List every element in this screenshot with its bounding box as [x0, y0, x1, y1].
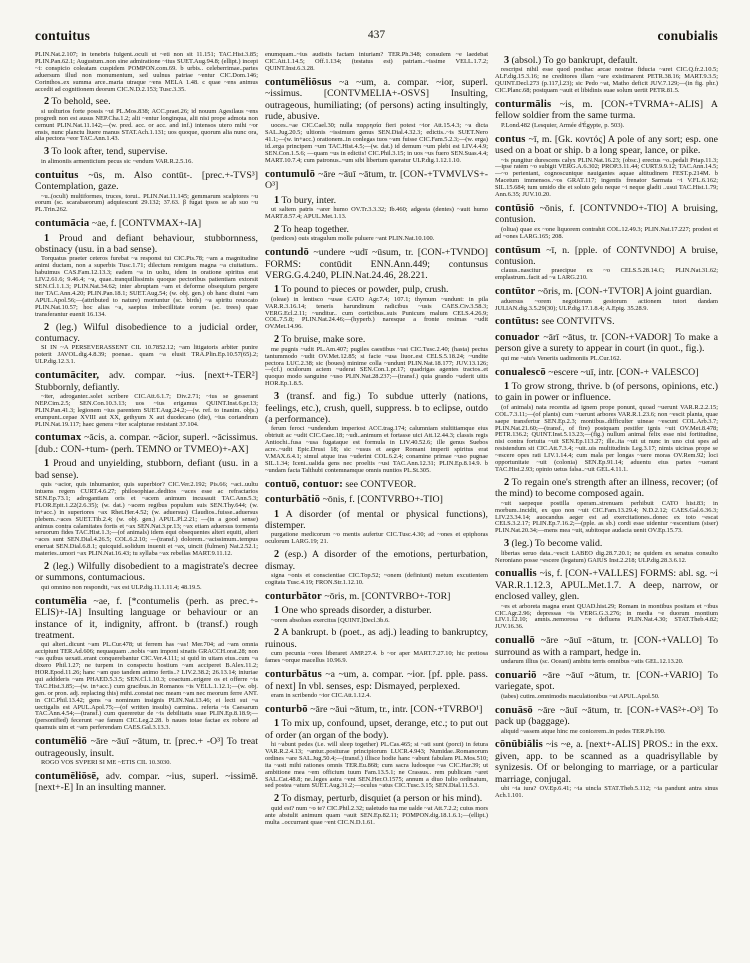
dictionary-entry: conturmālis ~is, m. [CON-+TVRMA+-ALIS] A fellow soldier from the same turma.	[495, 99, 718, 122]
quote-paragraph: (oleae) in lentisco ~usae CATO Agr.7.4; 107.1; thymum ~undunt: in pila VAR.R.3.16.14; teneris harundinum radicibus ~usis CAES.Civ.3.58.3; VERG.Ecl.2.11; ~unditur.. cum corticibus..suis Punicum malum CELS.4.26.9; COL.7.5.8; PLIN.Nat.24.46;—(hyperb.) naresque a fronte resimas ~udit OV.Met.14.96.	[265, 295, 488, 331]
sense-paragraph: 2 (leg.) Wilful disobedience to a judicial order, contumacy.	[35, 321, 258, 344]
quote-paragraph: si uolturios forte possis ~ui PL.Mos.838; ACC.praet.26; id nouum Agesilaus ~ens progredi non est ausus NEP.Cha.1.2; alii ~entur longinqua, alii nisi prope admota non cernunt PLIN.Nat.11.142;—(w. pred. acc. or acc. and inf.) intensos utero mihi ~or ensis, nunc planctu liuere manus STAT.Ach.1.131; uos quoque, quorum alia nunc ora, alia pectora ~eor TAC.Ann.1.43.	[35, 107, 258, 143]
dictionary-entry: conturbātus ~a ~um, a. compar. ~ior. [pf. pple. pass. of next] In vbl. senses, esp: Dismayed, perplexed.	[265, 669, 488, 692]
dictionary-entry: contus ~ī, m. [Gk. κοντός] A pole of any sort; esp. one used on a boat or ship. b a long spear, lance, or pike.	[495, 133, 718, 157]
sense-number: 3	[504, 55, 510, 66]
quote-paragraph: qui me ~atu's Veneriis uadimoniis PL.Cur.162.	[501, 354, 622, 362]
sense-paragraph: 3 To look after, tend, supervise.	[44, 146, 168, 158]
running-head-left: contuitus	[35, 28, 91, 43]
quote-paragraph: ubi ~ia iura? OV.Ep.6.41; ~ia uincla STAT.Theb.5.112; ~ia pandunt antra sinus Ach.1.101.	[495, 785, 718, 799]
entry-headword: conturbō	[265, 703, 308, 715]
quote-paragraph: rescripsi nihil esse quod posthac arcae nostrae fiducia ~aret CIC.Q.fr.2.10.5; ALF.dig.15.3.16; ne creditores illam ~are existimarent PETR.38.16; MART.9.3.5; QUINT.Decl.273 (p.117,l.23); sic Pedo ~at, Matho deficit JUV.7.129;—(in fig. phr.) CIC.Planc.68; postquam ~auit et libidinis suae solum uertit PETR.81.5.	[495, 66, 718, 95]
quote-paragraph: undarum illius (sc. Oceani) ambitu terris omnibus ~atis GEL.12.13.20.	[501, 658, 684, 666]
entry-headword: contumācia	[35, 218, 90, 230]
continuation-paragraph: PLIN.Nat.2.107; in tenebris fulgent..oculi ut ~eti non sit 11.151; TAC.Hist.3.85; PLIN.Pan.62.1; Augustum..non sine admiratione ~itus SUET.Aug.94.8; (ellipt.) incepi ~i: conspicio coleatam cuspidem POMPON.com.69. b urbis.. celeberrimae..partes aduersum illud non monumentum, sed uulnus patriae ~entur CIC.Dom.146; Corinthos..ex summa arce..maria utraque ~ens MELA 1.48. c quae ~ens animus accedit ad cognitionem deorum CIC.N.D.2.153; Tusc.3.35.	[35, 52, 258, 93]
dictionary-entry: contumax ~ācis, a. compar. ~ācior, superl. ~ācissimus. [dub.: CON-+tum- (perh. TEMNO or TVMEO)+-AX]	[35, 432, 258, 455]
sense-number: 1	[504, 381, 510, 392]
sense-paragraph: 3 (transf. and fig.) To subdue utterly (nations, feelings, etc.), crush, quell, suppress. b to eclipse, outdo (a performance).	[265, 391, 488, 425]
sense-number: 2	[274, 627, 280, 639]
sense-paragraph: 2 To behold, see.	[44, 96, 111, 108]
entry-headword: contumulō	[265, 168, 316, 180]
quote-paragraph: ~uit saepeque postilla operam..strenuam perhibuit CATO hist.83; in morbum..incidit, ex quo non ~uit CIC.Fam.13.29.4; N.D.2.12; CAES.Gal.6.36.3; LIV.23.34.14; auocandus aeger est ad exercitationes..donec ex toto ~escat CELS.3.2.17; PLIN.Ep.7.16.2;—(pple. as sb.) cordi esse uidentur ~escentium (siser) PLIN.Nat.20.34;—mens mea ~uit, subitoque audacia uenit OV.Ep.15.73.	[495, 499, 718, 535]
sense-paragraph: 2 A bankrupt. b (poet., as adj.) leading to bankruptcy, ruinous.	[265, 627, 488, 650]
sense-paragraph: 3 (absol.) To go bankrupt, default.	[504, 55, 638, 66]
quote-paragraph: qui omnino non respondit, ~ax est ULP.dig.11.1.11.4; 48.19.5.	[41, 583, 202, 591]
quote-paragraph: ut saltem patris ~arer humo OV.Tr.3.3.32; Ib.460; adgesta (dentes) ~auit humo MART.8.57.4; APUL.Met.1.13.	[265, 206, 488, 220]
dictionary-entry: conuariō ~āre ~āuī ~ātum, tr. [CON-+VARIO] To variegate, spot.	[495, 670, 718, 693]
column-2	[265, 52, 488, 942]
sense-paragraph: 1 To mix up, confound, upset, derange, etc.; to put out of order (an organ of the body).	[265, 718, 488, 741]
quote-paragraph: quid est? num ~o te? CIC.Phil.2.32; ualetudo tua me ualde ~at Att.7.2.2; cuius mors ante abstulit animum quam ~auit SEN.Ep.82.11; POMPON.dig.18.1.6.1;—(ellipt.) multa ..occurrant quae ~ent CIC.N.D.1.61.	[265, 804, 488, 826]
column-1	[35, 52, 258, 942]
quote-paragraph: (perdices) ouis stragulum molle puluere ~ant PLIN.Nat.10.100.	[271, 235, 435, 243]
sense-paragraph: 1 A disorder (of mental or physical functions), distemper.	[265, 508, 488, 531]
dictionary-entry: contumācia ~ae, f. [CONTVMAX+-IA]	[35, 218, 202, 230]
quote-paragraph: cum pecunia ~ores liberaret AMP.27.4. b ~or aper MART.7.27.10; hic pretiosa fames ~orque macellus 10.96.9.	[265, 650, 488, 665]
sense-number: 1	[274, 605, 280, 617]
entry-headword: conuallis	[495, 568, 537, 580]
sense-number: 2	[44, 561, 50, 573]
sense-number: 1	[274, 284, 280, 296]
quote-paragraph: SI IN ~A PERSEVERASSENT CIL 10.7852.12; ~am litigatoris arbiter punire poterit JAVOL.dig.4.8.39; poenae.. quam ~a elusit TRA.Plin.Ep.10.57(65).2; ULP.dig.12.3.1.	[35, 344, 258, 366]
sense-paragraph: 1 To bury, inter.	[274, 194, 337, 206]
sense-paragraph: 2 (esp.) A disorder of the emotions, perturbation, dismay.	[265, 549, 488, 572]
dictionary-entry: cōnūbiālis ~is ~e, a. [next+-ALIS] PROS.: in the exx. given, app. to be scanned as a quadrisyllable by synizesis. Of or belonging to marriage, or a particular marriage, conjugal.	[495, 739, 718, 785]
sense-paragraph: 2 To dismay, perturb, disquiet (a person or his mind).	[274, 793, 483, 805]
dictionary-entry: contumēliō ~āre ~āuī ~ātum, tr. [prec.+ -O³] To treat outrageously, insult.	[35, 736, 258, 759]
sense-number: 2	[44, 96, 50, 108]
continuation-paragraph: enumquam..~ius audistis factam iniuriam? TER.Ph.348; consulem ~e laedebat CIC.Att.1.14.5; Off.1.134; (testatus est) patriam..~issime VELL.1.7.2; QUINT.Inst.6.3.28.	[265, 52, 488, 72]
dictionary-entry: contundō ~undere ~udī ~ūsum, tr. [CON-+TVNDO] FORMS: contūdit ENN.Ann.449; contunsus VERG.G.4.240, PLIN.Nat.24.46, 28.221.	[265, 247, 488, 281]
quote-paragraph: ~orem absolues exercitus [QUINT.]Decl.3b.6.	[271, 616, 390, 624]
sense-number: 1	[44, 458, 50, 470]
sense-paragraph: 1 Proud and defiant behaviour, stubbornness, obstinacy (usu. in a bad sense).	[35, 232, 258, 256]
sense-number: 2	[274, 793, 280, 805]
quote-paragraph: (oliua) quae ex ~one liquorem contrahit COL.12.49.3; PLIN.Nat.17.227; prodest et ad ~ones LARG.165; 208.	[495, 225, 718, 240]
quote-paragraph: aduersus ~orem negotiorum gestorum actionem tutori dandam JULIAN.dig.3.5.29(30); ULP.dig.17.1.8.4; A.Epig. 35.28.9.	[495, 297, 718, 312]
sense-number: 1	[44, 232, 50, 244]
quote-paragraph: ~iter, adroganter..solet scribere CIC.Att.6.1.7; Div.2.71; ~ius se gesserant NEP.Cim.2.5; SEN.Con.10.3.13; uos ~ius erigamus QUINT.Inst.6.pr.13; PLIN.Pan.41.3; legionem ~ius parentem SUET.Aug.24.2;—(w. ref. to inanim. objs.) erumpunt..cepae XVIII aut XX, gethyum X aut duodecano (die), ~ius coriandrum PLIN.Nat.19.117; haec genera ~iter scalpturae resistant 37.104.	[35, 392, 258, 428]
dictionary-entry: contūsiō ~ōnis, f. [CONTVNDO+-TIO] A bruising, contusion.	[495, 203, 718, 226]
dictionary-entry: contumēlia ~ae, f. [*contumelis (perh. as prec.+-ELIS)+-IA] Insulting language or behaviour or an instance of it, indignity, affront. b (transf.) rough treatment.	[35, 595, 258, 641]
entry-headword: conturbātus	[265, 669, 322, 681]
quote-paragraph: P.Lond.482 (Lesquier, Armée d'Égypte, p. 503).	[501, 121, 625, 129]
quote-paragraph: uoces..~ae CIC.Cael.30; nulla παρρησία fieri potest ~ior Att.15.4.3; ~a dicta SAL.Jug.20.5; ultionis ~issimum genus SEN.Dial.4.32.3; edictis..~is SUET.Nero 41.1;—(w. in+acc.) orationem..in conlegas tuos ~am fuisse CIC.Fam.5.2.3;—(w. erga) id..erga principem ~um TAC.Hist.4.5;—(w. dat.) id demum ~um plebi est LIV.4.4.9; SEN.Con.1.5.6; —quam ~us in edictis! CIC.Phil.3.15; in uos ~us fuero SEN.Suas.4.4; MART.10.7.4; cum patronus..~um sibi libertum queratur ULP.dig.1.12.1.10.	[265, 122, 488, 164]
dictionary-entry: conuallis ~is, f. [CON-+VALLES] FORMS: abl. sg. ~i VAR.R.1.12.3, APUL.Met.1.7. A deep, narrow, or enclosed valley, glen.	[495, 568, 718, 603]
entry-headword: contumēliō	[35, 736, 88, 748]
sense-number: 1	[274, 718, 280, 730]
entry-headword: conuallō	[495, 635, 535, 647]
entry-headword: contūtor	[495, 286, 536, 298]
sense-paragraph: 1 To grow strong, thrive. b (of persons, opinions, etc.) to gain in power or influence.	[495, 381, 718, 404]
text-columns	[35, 52, 718, 942]
entry-headword: conuāsō	[495, 704, 533, 716]
dictionary-entry: contumāciter, adv. compar. ~ius. [next+-TER²] Stubbornly, defiantly.	[35, 370, 258, 393]
entry-headword: contuitus	[35, 169, 79, 181]
dictionary-entry: contumēliōsus ~a ~um, a. compar. ~ior, superl. ~issimus. [CONTVMELIA+-OSVS] Insulting, outrageous, humiliating; (of persons) acting insultingly, rude, abusive.	[265, 76, 488, 122]
sense-paragraph: 3 (leg.) To become valid.	[504, 538, 603, 550]
quote-paragraph: Torquatus praeter ceteros furebat ~a responsi tui CIC.Pis.78; ~am a magnitudine animi ductam, non a superbis Tusc.1.71; dilectum remigum magna ~a ciuitatium.. habuimus CAS.Fam.12.13.3; eadem ~a in uoltu, idem in oratione spiritus erat LIV.2.61.6; 9.46.4; ~a, quae..tranquillissimis quoque pectoribus patientiam extorsit SEN.Cl.1.1.3; PLIN.Nat.34.62; inter abruptam ~am et deforme obsequium pergere iter TAC.Ann.4.20; PLIN.Pan.18.1; SUET.Aug.54; (w. obj. gen.) ob hanc diuini ~am APUL.Apol.56;—(attributed to nature) moriuntur (sc. birds) ~a spiritu reuocato PLIN.Nat.10.57; hoc alias ~a, saepius imbecillitate eorum (sc. trees) quae transferantur euenit 16.134.	[35, 255, 258, 318]
quote-paragraph: ~u..(oculi) multiformes, truces, torui.. PLIN.Nat.11.145; gemmarum scalptores ~u eorum (sc. scarabaeorum) adquiescunt 29.132; 37.63. β fugat ipsos se ab suo ~u PL.Trin.262.	[35, 192, 258, 214]
running-header	[35, 28, 718, 44]
sense-number: 3	[44, 146, 50, 158]
dictionary-entry: conuallō ~āre ~āuī ~ātum, tr. [CON-+VALLO] To surround as with a rampart, hedge in.	[495, 635, 718, 658]
entry-headword: contumēliōsē,	[35, 770, 100, 782]
sense-paragraph: 2 (leg.) Wilfully disobedient to a magistrate's decree or summons, contumacious.	[35, 561, 258, 584]
entry-headword: contūsum	[495, 244, 541, 256]
entry-headword: contundō	[265, 247, 309, 259]
entry-headword: conturbātiō	[265, 494, 321, 506]
entry-headword: contumāciter,	[35, 370, 100, 382]
dictionary-entry: contuitus ~ūs, m. Also contūt-. [prec.+-TVS³] Contemplation, gaze.	[35, 169, 258, 193]
quote-paragraph: ferum feroci ~undendum imperiost ACC.trag.174; calumniam stultitiamque eius obtriuit ac ~udit CIC.Caec.18; ~udi..animum et fortasse uici Att.12.44.3; classis regis Antiochi..fusa ~usa fugataque est formula in LIV.40.52.6; ille genus Suebos acre..~udit Epic.Drusi 18; sic ~usus et aeger Romani imperii spiritus erat V.MAX.6.4.1; simul atque iras ~uderint COL.6.2.4; conamine primae ~uso pugnae SIL.1.34; Iceni..ualida gens nec proeliis ~usi TAC.Ann.12.31; PLIN.Ep.8.14.9. b ~undam facta Talthubi contemnamque omnis nuntios PL.St.305.	[265, 425, 488, 474]
entry-headword: contūtus:	[495, 316, 540, 328]
entry-headword: conualescō	[495, 366, 546, 378]
sense-number: 2	[274, 549, 280, 561]
quote-paragraph: in alimoniis armenticium pecus sic ~endum VAR.R.2.5.16.	[41, 157, 193, 165]
quote-paragraph: (tabes) cutim..omnimodis maculationibus ~at APUL.Apol.50.	[501, 692, 660, 700]
sense-paragraph: 2 To bruise, make sore.	[274, 334, 366, 346]
sense-number: 3	[274, 391, 280, 403]
quote-paragraph: purgatione medicorum ~o mentis aufertur CIC.Tusc.4.30; ad ~ones et epiphoras oculorum LARG.19; 21.	[265, 531, 488, 546]
quote-paragraph: ROGO VOS SVPERI SI ME ~ETIS CIL 10.3030.	[41, 759, 172, 766]
dictionary-entry: conuador ~ārī ~ātus, tr. [CON-+VADOR] To make a person give a surety to appear in court (in quot., fig.).	[495, 331, 718, 355]
sense-number: 2	[44, 321, 50, 333]
quote-paragraph: me pugnis ~udit PL.Am.407; pugiles caestibus ~usi CIC.Tusc.2.40; (hasta) pectus tantummodo ~udit OV.Met.12.85; si facie ~usa liuor..est CELS.5.18.24; ~undite pectora LUC.2.38; sic (boues) minime colla ~undunt PLIN.Nat.18.177; JUV.13.126;—(cf.) oculorum aciem ~uderat SEN.Con.1.pr.17; quadrigas agentes tractos..et quoquo modo sanguine ~uso PLIN.Nat.28.237;—(transf.) quia grando ~uderit uitis HOR.Ep.1.8.5.	[265, 345, 488, 388]
dictionary-entry: contūtor ~ōris, m. [CON-+TVTOR] A joint guardian.	[495, 286, 712, 298]
sense-number: 2	[274, 223, 280, 235]
dictionary-entry: conturbātiō ~ōnis, f. [CONTVRBO+-TIO]	[265, 494, 443, 506]
sense-paragraph: 1 Proud and unyielding, stubborn, defiant (usu. in a bad sense).	[35, 458, 258, 481]
sense-number: 2	[504, 476, 510, 488]
sense-paragraph: 1 One who spreads disorder, a disturber.	[274, 605, 432, 617]
quote-paragraph: ~is pungitur durescens calyx PLIN.Nat.16.23; (obsc.) erectus ~o..pedali Priap.11.3;—ipse ratem ~o subigit VERG.A.6.302; PROP.3.11.44; CURT.9.9.12; TAC.Ann.14.5; —~o pertentant, cognoscuntque nauigantes aquae altitudinem FEST.p.214M. b Macetum immensos..~os GRAT.117; ingentis frenator Sarmata ~i V.FL.6.162; SIL.15.684; tum umido die et soluto gelu neque ~i neque gladii ..usui TAC.Hist.1.79; Ann.6.35; JUV.10.20.	[495, 156, 718, 199]
dictionary-entry: conturbō ~āre ~āui ~ātum, tr., intr. [CON-+TVRBO¹]	[265, 703, 483, 715]
sense-number: 2	[274, 334, 280, 346]
entry-headword: contus	[495, 133, 526, 145]
quote-paragraph: qui alteri..dicunt ~am PL.Cur.478; ut ferrem has ~as! Mer.704; ad ~am omnia accipiunt TER.Ad.606; nequaquam ..nobis ~am imponi sinatis GRACCH.orat.28; non ~as quibus uexati..erant conquerebantur CIC.Ver.4.111; si quid in uitam eius..cum ~a dixero Phil.1.27; ne turpem in conspectu hostium ~am acciperet B.Alex.11.2; HOR.Epod.11.26; hanc ~am quo tandem animo fertis..? LIV.2.38.2; 26.13.14; iniuriae qui addideris ~am PHAED.5.3.5; SEN.Cl.1.10.3; coactum..erigere os et offerre ~is TAC.Hist.3.85;—(w. in+acc.) cum gracibus..in Romanos ~is VELL.1.12.1;—(w. obj. gen. or pron. adj. replacing this) mihi..constat nec meam ~am nec meorum ferre ANT. in CIC.Phil.13.42; gens ~a nominum insignis PLIN.Nat.13.46; ei lecti sui ~a uectigalis est APUL.Apol.75;—(of written insults) carmina.. referta ~is Caesarum TAC.Ann.4.54;—(transf.) cum quereretur de ~is debilitatis suae PLIN.Ep.8.18.9;—(personified) fecerunt ~ae fanum CIC.Leg.2.28. b naues totae factae ex robore ad quamuis uim et ~am perferendam CAES.Gal.3.13.3.	[35, 641, 258, 732]
entry-headword: contumax	[35, 432, 82, 444]
dictionary-entry: contūsum ~ī, n. [pple. of CONTVNDO] A bruise, contusion.	[495, 244, 718, 268]
entry-headword: contūsiō	[495, 203, 535, 214]
entry-headword: contumēlia	[35, 595, 88, 607]
quote-paragraph: quis ~acior, quis inhumanior, quis superbior? CIC.Ver.2.192; Pis.66; ~aci..uultu intuens regem CURT.4.6.27; philosophiae..deditos ~aces esse ac refractarios SEN.Ep.73.1; adrogantiam oris et ~acem animum incusauit TAC.Ann.5.3; FLOR.Epit.1.22(2.6.35); (w. dat.) ~acem regibus populum suis SEN.Thy.644; (w. in+acc.) in superiores ~ax Rhet.Her.4.52; (w. aduersus) Claudios..fuisse..aduersus plebem..~aces SUET.Tib.2.4; (w. obj. gen.) APUL.Pl.2.21; —(in a good sense) animus contra calamitates fortis et ~ax SEN.Nat.3.pr.13; ~ax etiam aduersus tormenta seruorum fides TAC.Hist.1.3;—(of animals) idem equi obsequentes alteri equiti, alteri ~aces sunt SEN.Dial.4.26.5; COL.6.2.10; —(transf.) dolorem..~acissimum..tempus eneruat SEN.Dial.6.8.1; quicquid..solidum inuenit et ~ax, uincit (fulmen) Nat.2.52.1; materies..umori ~ax PLIN.Nat.16.43; tu syllaba ~ax rebellas MART.9.11.12.	[35, 481, 258, 558]
quote-paragraph: ~es et arboreta magna erant QUAD.hist.29; Romam in montibus positam et ~ibus CIC.Agr.2.96; depressas ~is VERG.G.3.276; in media ~e duorum montium LIV.1.12.10; amnis..nemorosa ~e defluens PLIN.Nat.4.30; STAT.Theb.4.82; JUV.16.36.	[495, 602, 718, 631]
dictionary-entry: contumēliōsē, adv. compar. ~ius, superl. ~issimē. [next+-E] In an insulting manner.	[35, 770, 258, 794]
cross-reference: contuō, contuor: see CONTVEOR.	[265, 478, 417, 490]
dictionary-entry: conualescō ~escere ~uī, intr. [CON-+ VALESCO]	[495, 366, 699, 378]
entry-headword: conturmālis	[495, 99, 552, 111]
quote-paragraph: libertas seruo data..~escit LABEO dig.28.7.20.1; ne quidem ex senatus consulto Neroniano posse ~escere (legatum) GAIUS Inst.2.218; ULP.dig.28.3.6.12.	[495, 549, 718, 564]
dictionary-entry: conuāsō ~āre ~āuī ~ātum, tr. [CON-+VAS²+-O³] To pack up (baggage).	[495, 704, 718, 728]
sense-paragraph: 2 To regain one's strength after an illness, recover; (of the mind) to become composed again.	[495, 476, 718, 500]
quote-paragraph: (of animals) nata recentia ad ignem prope ponunt, quoad ~uerunt VAR.R.2.2.15; COL.7.3.11;—(of plants) cum ~uerunt arbores VAR.R.1.23.6; non ~escit planta, quae saepe transfertur SEN.Ep.2.3; montibus..difficulter uineae ~escunt COL.Arb.3.7; PLIN.Nat.21.60;—(transf., of fire) postquam pestifer ignis ~uit OV.Met.8.478; PETR.136.2; QUINT.Inst.5.13.23;—(fig.) nullum animal felix esse nisi fortitudine, nisi contra fortuita ~uit SEN.Ep.113.27; ille..ita ~uit ut nunc in uno ciui spes ad resistendum sit CIC.Att.7.3.4; ~uit..uis multitudinis Leg.3.17; nimis uicinas prope se ~escere opes rati LIV.1.14.4; cum mala per longas ~uere moras OV.Rem.92; loci opportunitate ~uit (colonia) SEN.Ep.91.14; aduentu eius partes ~uerant TAC.Hist.2.93; opinio uetus falsa..~uit GEL.4.11.1.	[495, 403, 718, 473]
running-head-right: conubialis	[657, 28, 718, 43]
entry-headword: cōnūbiālis	[495, 739, 543, 751]
sense-number: 1	[274, 508, 280, 520]
entry-headword: contuō, contuor:	[265, 478, 343, 490]
quote-paragraph: signa ~onis et conscientiae CIC.Top.52; ~onem (definiunt) metum excutientem cogitata Tusc.4.19; FRON.Str.1.12.10.	[265, 571, 488, 586]
sense-number: 1	[274, 194, 280, 206]
cross-reference: contūtus: see CONTVITVS.	[495, 316, 615, 328]
quote-paragraph: clauus..nascitur praecipue ex ~o CELS.5.28.14.C; PLIN.Nat.31.62; emplastrum..facit ad ~a LARG.210.	[495, 267, 718, 282]
entry-headword: conuador	[495, 331, 540, 343]
column-3	[495, 52, 718, 942]
quote-paragraph: hi ~abunt pedes (i.e. will sleep together) PL.Cas.465; si ~ati sunt (porci) in fetura VAR.R.2.4.13; ~antur..positurae principiorum LUCR.4.943; Numidae..Romanorum ordines ~are SAL.Jug.50.4;—(transf.) illisce hodie hanc ~abunt fabulam PL.Mos.510; ita ~asti mihi rationes omnis TER.Eu.868; cum sacra ludosque ~as CIC.Har.39; ut ambitione mea ~em officium tuum Fam.13.5.1; ne Crassus.. rem publicam ~aret SAL.Cat.48.8; ne..leges astra ~ent SEN.Her.O.1575; annum a diuo Iulio ordinatum, sed postea ~atum SUET.Aug.31.2;—oculus ~atus CIC.Tusc.3.15; SEN.Dial.11.5.3.	[265, 741, 488, 790]
entry-headword: conuariō	[495, 670, 537, 681]
sense-number: 3	[504, 538, 510, 550]
entry-headword: conturbātor	[265, 590, 322, 602]
dictionary-entry: conturbātor ~ōris, m. [CONTVRBO+-TOR]	[265, 590, 451, 602]
sense-paragraph: 1 To pound to pieces or powder, pulp, crush.	[274, 284, 449, 296]
entry-headword: contumēliōsus	[265, 76, 332, 88]
quote-paragraph: eram in scribendo ~ior CIC.Att.1.12.4.	[271, 691, 371, 699]
sense-paragraph: 2 To heap together.	[274, 223, 349, 235]
page-number: 437	[367, 29, 386, 41]
dictionary-entry: contumulō ~āre ~āuī ~ātum, tr. [CON-+TVMVLVS+-O³]	[265, 168, 488, 192]
quote-paragraph: aliquid ~assem atque hinc me conicerem..in pedes TER.Ph.190.	[501, 727, 666, 735]
